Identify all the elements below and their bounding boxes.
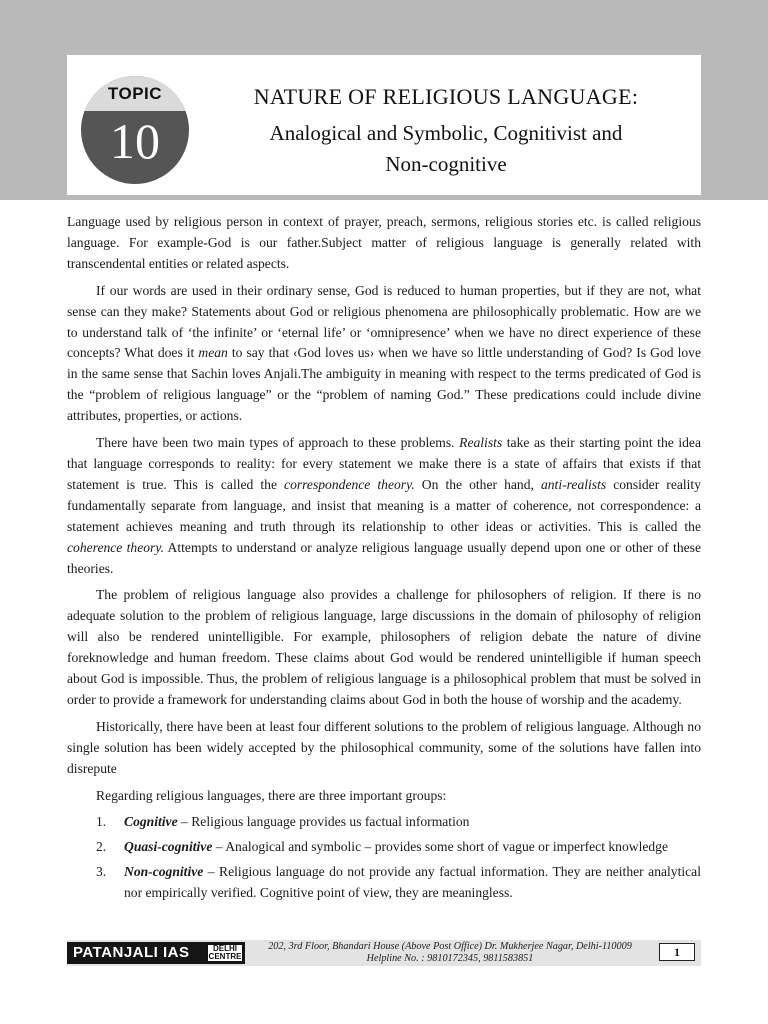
paragraph-5: Historically, there have been at least four different solutions to the problem of religious language. Although no single solution has been widely accepted by the philosophical community, some of the solutions have fallen into disrepute [67,718,701,776]
emphasis-correspondence-theory: correspondence theory. [284,476,415,492]
list-item [67,812,701,833]
centre-line-1: DELHI [213,944,237,953]
emphasis-anti-realists: anti-realists [540,476,607,492]
paragraph-2-text-b: to say that ‹God loves us› when we have so little understanding of God? Is God love in the same sense that Sachin loves Anjali.The ambiguity in meaning with respect to the terms predicated of God is the “problem of religious language” or the “problem of naming God.” These predications could include divine attributes, properties, or actions. [67,345,701,424]
topic-number: 10 [110,113,160,169]
paragraph-4: The problem of religious language also provides a challenge for philosophers of religion. If there is no adequate solution to the problem of religious language, large discussions in the domain of philosophy of religion will also be rendered unintelligible. For example, philosophers of religion debate the nature of divine foreknowledge and human freedom. These claims about God would be rendered unintelligible if human speech about God is impossible. Thus, the problem of religious language is a philosophical problem that must be solved in order to provide a framework for understanding claims about God in both the house of worship and the academy. [67,587,701,707]
paragraph-3-text-d: consider reality fundamentally separate from language, and insist that meaning is a matter of coherence, not correspondence: a statement achieves meaning and truth through its relationship to other ideas or activities. This is called the [67,476,702,534]
list-item-term: Quasi-cognitive [124,839,213,855]
page-subtitle [196,118,696,180]
address-line-2: Helpline No. : 9810172345, 9811583851 [366,953,534,964]
list-item-number: 3. [96,864,107,880]
page-title: NATURE OF RELIGIOUS LANGUAGE: [253,84,639,109]
emphasis-realists: Realists [459,435,503,451]
emphasis-coherence-theory: coherence theory. [67,539,165,555]
list-item-term: Non-cognitive [124,864,204,880]
paragraph-3-text-a: There have been two main types of approach to these problems. [96,435,460,451]
list-item-text: – Religious language provides us factual information [177,814,470,830]
paragraph-3-text-e: Attempts to understand or analyze religious language usually depend upon one or other of these theories. [67,539,701,576]
list-item-number: 2. [96,839,107,855]
subtitle-line-1: Analogical and Symbolic, Cognitivist and [269,121,623,145]
list-item-text: – Analogical and symbolic – provides some short of vague or imperfect knowledge [212,839,669,855]
brand-logo [67,942,245,964]
paragraph-2 [67,281,701,427]
centre-badge [207,944,243,962]
paragraph-1: Language used by religious person in context of prayer, preach, sermons, religious stories etc. is called religious language. For example-God is our father.Subject matter of religious language is generally related with transcendental entities or related aspects. [67,214,701,271]
topic-badge [81,76,189,184]
paragraph-2-text-a: If our words are used in their ordinary sense, God is reduced to human properties, but if they are not, what sense can they make? Statements about God or religious phenomena are philosophically problematic. How are we to understand talk of ‘the infinite’ or ‘eternal life’ or ‘omnipresence’ when we have no direct experience of these concepts? What does it [67,282,701,361]
page-number: 1 [659,943,695,961]
list-item-number: 1. [96,814,107,830]
paragraph-3-text-b: take as their starting point the idea that language corresponds to reality: for every statement we make there is a state of affairs that exists if that statement is true. This is called the [67,435,701,492]
list-item-text: – Religious language do not provide any factual information. They are neither analytical nor empirically verified. Cognitive point of view, they are meaningless. [124,864,701,901]
brand-name: PATANJALI IAS [73,944,190,961]
paragraph-3 [67,433,701,579]
topic-label: TOPIC [107,84,163,103]
list-item [67,837,701,858]
paragraph-6: Regarding religious languages, there are three important groups: [96,787,447,803]
list-item-term: Cognitive [124,814,178,830]
groups-list [67,812,701,904]
emphasis-mean: mean [198,345,228,361]
paragraph-3-text-c: On the other hand, [414,476,541,492]
address-line-1: 202, 3rd Floor, Bhandari House (Above Post Office) Dr. Mukherjee Nagar, Delhi-110009 [268,941,632,952]
list-item [67,862,701,904]
body-content [67,212,701,908]
centre-line-2: CENTRE [208,952,242,961]
subtitle-line-2: Non-cognitive [385,152,507,176]
footer-address [250,941,650,965]
